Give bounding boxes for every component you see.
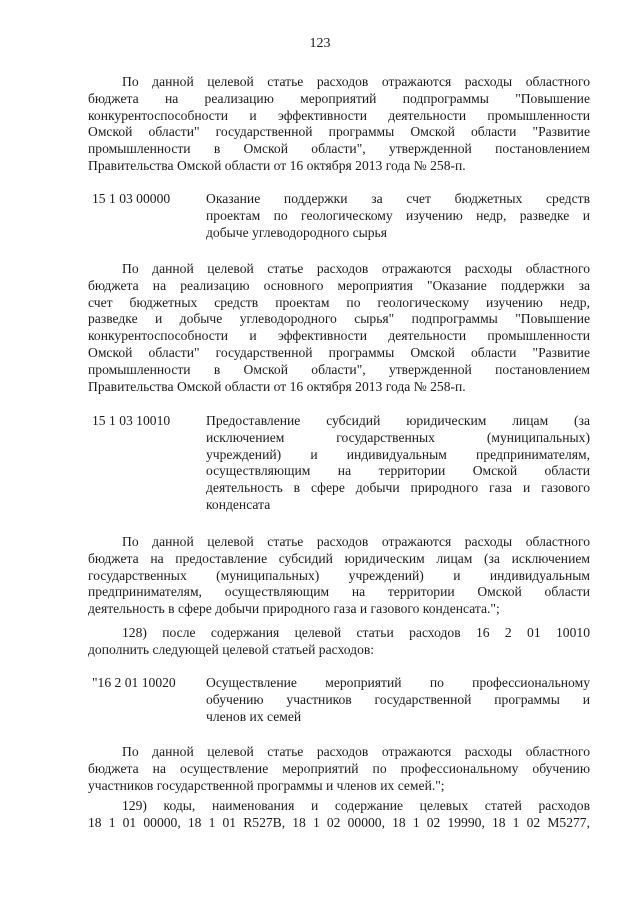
paragraph-6 (88, 798, 590, 832)
text-line: осуществляющим на территории Омской области (206, 463, 590, 479)
text-line: промышленности в Омской области", утвержденной постановлением (88, 141, 590, 157)
text-line: конкурентоспособности и эффективности деятельности промышленности (88, 328, 590, 344)
budget-entry-description (206, 191, 590, 241)
budget-code: "16 2 01 10020 (92, 675, 176, 690)
paragraph-4 (88, 625, 590, 659)
text-line: дополнить следующей целевой статьей расходов: (88, 641, 375, 657)
budget-entry-description (206, 675, 590, 725)
text-line: По данной целевой статье расходов отражаются расходы областного (122, 744, 590, 759)
paragraph-5 (88, 744, 590, 794)
budget-code: 15 1 03 00000 (92, 191, 171, 206)
text-line: деятельность в сфере добычи природного газа и газового (206, 480, 590, 496)
paragraph-3 (88, 534, 590, 618)
text-line: счет бюджетных средств проектам по геологическому изучению недр, (88, 294, 590, 310)
text-line: бюджета на предоставление субсидий юридическим лицам (за исключением (88, 550, 590, 566)
text-line: 128) после содержания целевой статьи расходов 16 2 01 10010 (122, 625, 590, 640)
text-line: Правительства Омской области от 16 октября 2013 года № 258-п. (88, 157, 466, 173)
text-line: По данной целевой статье расходов отражаются расходы областного (122, 74, 590, 89)
text-line: исключением государственных (муниципальных) (206, 429, 590, 445)
text-line: членов их семей (206, 708, 302, 724)
text-line: 18 1 01 00000, 18 1 01 R527B, 18 1 02 00000, 18 1 02 19990, 18 1 02 M5277, (88, 814, 590, 830)
text-line: участников государственной программы и членов их семей."; (88, 777, 445, 793)
text-line: добыче углеводородного сырья (206, 224, 388, 240)
text-line: Оказание поддержки за счет бюджетных средств (206, 191, 590, 206)
text-line: предпринимателям, осуществляющим на территории Омской области (88, 584, 590, 600)
text-line: обучению участников государственной программы и (206, 691, 590, 707)
budget-code: 15 1 03 10010 (92, 413, 171, 428)
text-line: Омской области" государственной программы Омской области "Развитие (88, 124, 590, 140)
text-line: конкурентоспособности и эффективности деятельности промышленности (88, 107, 590, 123)
page-number: 123 (309, 36, 331, 51)
text-line: бюджета на реализацию мероприятий подпрограммы "Повышение (88, 90, 590, 106)
text-line: бюджета на реализацию основного мероприятия "Оказание поддержки за (88, 277, 590, 293)
text-line: 129) коды, наименования и содержание целевых статей расходов (122, 798, 590, 813)
paragraph-2 (88, 261, 590, 395)
text-line: Правительства Омской области от 16 октября 2013 года № 258-п. (88, 378, 466, 394)
text-line: По данной целевой статье расходов отражаются расходы областного (122, 534, 590, 549)
text-line: По данной целевой статье расходов отражаются расходы областного (122, 261, 590, 276)
paragraph-1 (88, 74, 590, 175)
text-line: разведке и добыче углеводородного сырья" подпрограммы "Повышение (88, 311, 590, 327)
text-line: конденсата (206, 496, 271, 512)
text-line: бюджета на осуществление мероприятий по профессиональному обучению (88, 760, 590, 776)
text-line: Осуществление мероприятий по профессиональному (206, 675, 590, 690)
text-line: деятельность в сфере добычи природного газа и газового конденсата."; (88, 601, 500, 617)
text-line: Омской области" государственной программы Омской области "Развитие (88, 344, 590, 360)
text-line: промышленности в Омской области", утвержденной постановлением (88, 361, 590, 377)
text-line: государственных (муниципальных) учреждений) и индивидуальным (88, 567, 590, 583)
text-line: Предоставление субсидий юридическим лицам (за (206, 413, 590, 428)
text-line: учреждений) и индивидуальным предпринимателям, (206, 446, 590, 462)
budget-entry-description (206, 413, 590, 514)
text-line: проектам по геологическому изучению недр, разведке и (206, 207, 590, 223)
